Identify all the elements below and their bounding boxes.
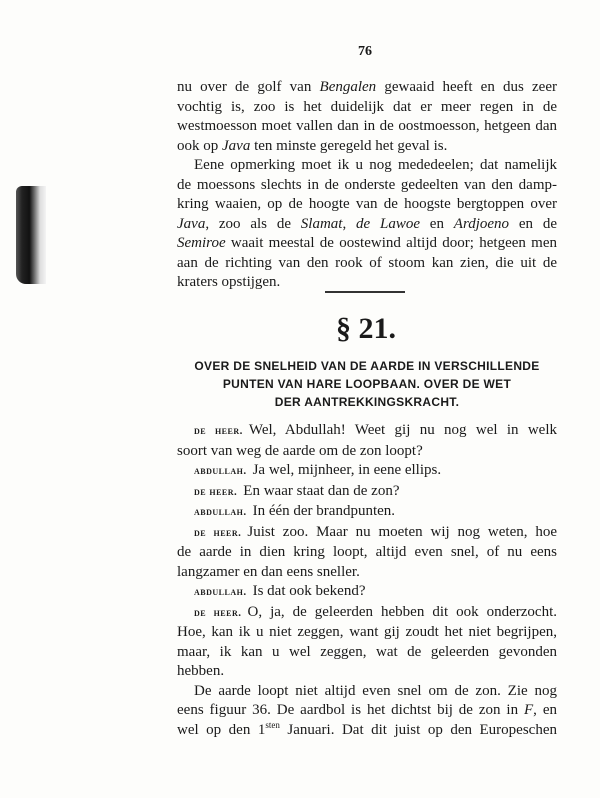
section-number: § 21.: [336, 312, 396, 345]
text-run: gewaaid heeft en dus zeer: [376, 79, 557, 95]
text-run: aan de richting van den rook of stoom kan zien, die uit de: [177, 254, 557, 271]
italic-text: F: [524, 702, 534, 718]
text-line: [177, 701, 557, 721]
text-run: en: [420, 215, 454, 232]
text-run: En waar staat dan de zon?: [243, 482, 400, 499]
text-run: De aarde loopt niet altijd even snel om de zon. Zie nog: [194, 682, 557, 699]
text-run: kring waaien, op de hoogte van de hoogste bergtoppen over: [177, 196, 557, 212]
text-run: O, ja, de geleerden hebben dit ook onderzocht.: [247, 603, 557, 620]
text-line: [177, 137, 557, 157]
text-run: Juist zoo. Maar nu moeten wij nog weten, hoe: [247, 523, 558, 540]
italic-text: Semiroe: [177, 235, 226, 251]
speaker-label: abdullah.: [194, 506, 247, 518]
top-text-block: [177, 78, 557, 293]
text-line: [177, 195, 557, 215]
text-line: [177, 643, 557, 663]
text-line: [177, 482, 557, 503]
text-line: [177, 543, 557, 563]
section-heading-line: OVER DE SNELHEID VAN DE AARDE IN VERSCHILLENDE: [194, 359, 540, 373]
text-line: [177, 234, 557, 254]
text-run: en de: [509, 215, 557, 232]
text-run: ten minste geregeld het geval is.: [250, 137, 448, 154]
text-run: waait meestal de oostewind altijd door; hetgeen men: [225, 235, 557, 251]
speaker-label: de heer.: [194, 425, 243, 437]
text-run: hebben.: [177, 663, 225, 679]
speaker-label: de heer.: [194, 526, 242, 539]
text-run: , zoo als de: [205, 215, 301, 232]
text-run: Is dat ook bekend?: [252, 583, 366, 599]
text-run: Januari. Dat dit juist op den Europeschen: [279, 721, 557, 738]
section-heading-line: DER AANTREKKINGSKRACHT.: [274, 395, 460, 409]
text-line: [177, 98, 557, 118]
text-line: [177, 502, 557, 523]
italic-text: Ardjoeno: [453, 215, 510, 232]
italic-text: Java: [222, 137, 251, 154]
text-line: [177, 662, 557, 682]
text-line: [177, 421, 557, 442]
text-line: [177, 523, 557, 544]
speaker-label: de heer.: [194, 606, 242, 619]
text-run: de aarde in dien kring loopt, altijd even snel, of nu eens: [177, 544, 557, 560]
book-binding-shadow: [16, 186, 46, 284]
italic-text: Bengalen: [319, 79, 377, 95]
text-run: eens figuur 36. De aardbol is het dichtst bij de zon in: [177, 702, 524, 718]
text-line: [177, 156, 557, 176]
italic-text: Java: [177, 215, 206, 232]
speaker-label: de heer.: [194, 485, 238, 498]
text-line: [177, 582, 557, 603]
text-run: Ja wel, mijnheer, in eene ellips.: [252, 462, 442, 478]
text-line: [177, 563, 557, 583]
text-run: wel op den 1: [177, 721, 266, 738]
text-line: [177, 176, 557, 196]
text-run: Wel, Abdullah! Weet gij nu nog wel in welk: [248, 422, 557, 438]
text-run: nu over de golf van: [177, 79, 320, 95]
speaker-label: abdullah.: [194, 465, 247, 477]
text-line: [177, 461, 557, 482]
text-line: [177, 442, 557, 462]
italic-text: de Lawoe: [356, 215, 420, 232]
text-line: [177, 273, 557, 293]
text-run: westmoesson moet vallen dan in de oostmoesson, hetgeen dan: [177, 118, 557, 134]
italic-text: Slamat: [300, 215, 343, 232]
text-run: Hoe, kan ik u niet zeggen, want gij zoudt het niet begrijpen,: [177, 624, 557, 640]
page-number: 76: [358, 44, 372, 59]
text-run: de moessons slechts in de onderste gedeelten van den damp-: [177, 176, 557, 193]
text-line: [177, 254, 557, 274]
speaker-label: abdullah.: [194, 586, 247, 598]
section-heading: [177, 357, 557, 411]
text-line: [177, 117, 557, 137]
superscript: sten: [265, 719, 280, 730]
text-run: , en: [533, 702, 557, 718]
dialogue-block: [177, 421, 557, 740]
section-divider: [325, 291, 405, 293]
text-run: vochtig is, zoo is het duidelijk dat er meer regen in de: [177, 98, 557, 115]
text-line: [177, 721, 557, 741]
text-run: langzamer en dan eens sneller.: [177, 563, 360, 580]
text-run: ook op: [177, 137, 222, 154]
text-line: [177, 215, 557, 235]
text-line: [177, 682, 557, 702]
text-line: [177, 603, 557, 624]
section-heading-line: PUNTEN VAN HARE LOOPBAAN. OVER DE WET: [222, 377, 512, 391]
text-run: kraters opstijgen.: [177, 274, 281, 290]
text-run: maar, ik kan u wel zeggen, wat de geleerden gevonden: [177, 643, 557, 660]
text-line: [177, 78, 557, 98]
text-run: Eene opmerking moet ik u nog mededeelen; dat namelijk: [194, 157, 557, 173]
text-run: soort van weg de aarde om de zon loopt?: [177, 442, 423, 459]
text-line: [177, 623, 557, 643]
text-run: In één der brandpunten.: [252, 503, 396, 519]
text-run: ,: [342, 215, 357, 232]
